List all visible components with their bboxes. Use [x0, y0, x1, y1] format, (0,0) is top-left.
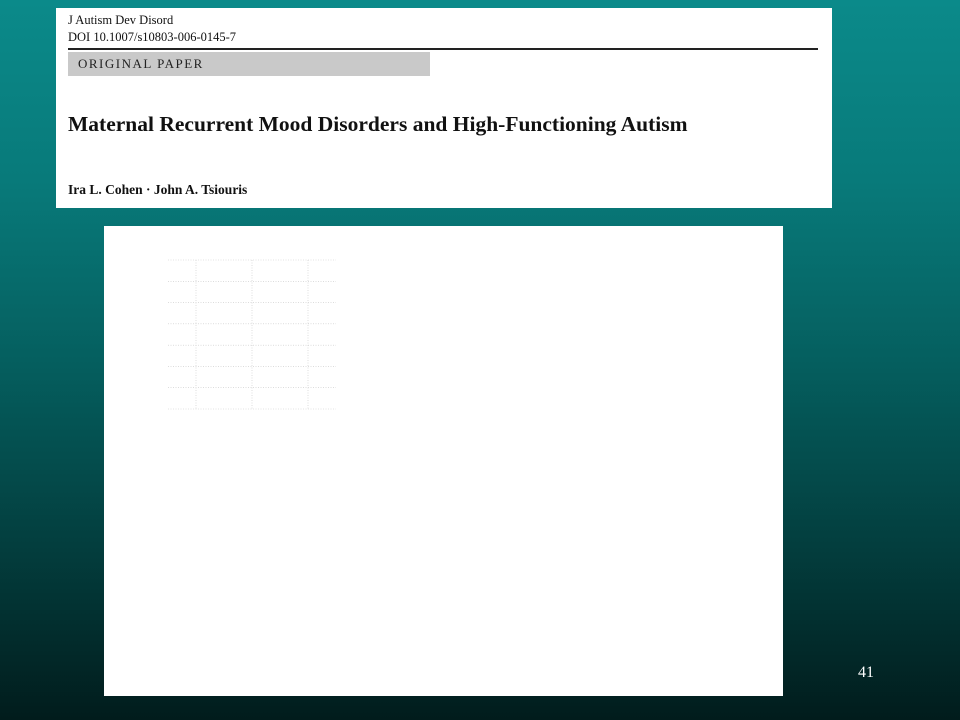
doi: DOI 10.1007/s10803-006-0145-7 [68, 30, 237, 44]
journal-info [68, 12, 236, 46]
divider [68, 48, 818, 50]
paper-type-banner: ORIGINAL PAPER [68, 52, 430, 76]
slide-number: 41 [858, 664, 874, 681]
charts-svg [104, 226, 783, 696]
paper-authors: Ira L. Cohen · John A. Tsiouris [68, 182, 248, 197]
paper-header [56, 8, 832, 208]
figure-panel [104, 226, 783, 696]
paper-title: Maternal Recurrent Mood Disorders and High-Functioning Autism [68, 112, 688, 136]
journal-name: J Autism Dev Disord [68, 13, 174, 27]
